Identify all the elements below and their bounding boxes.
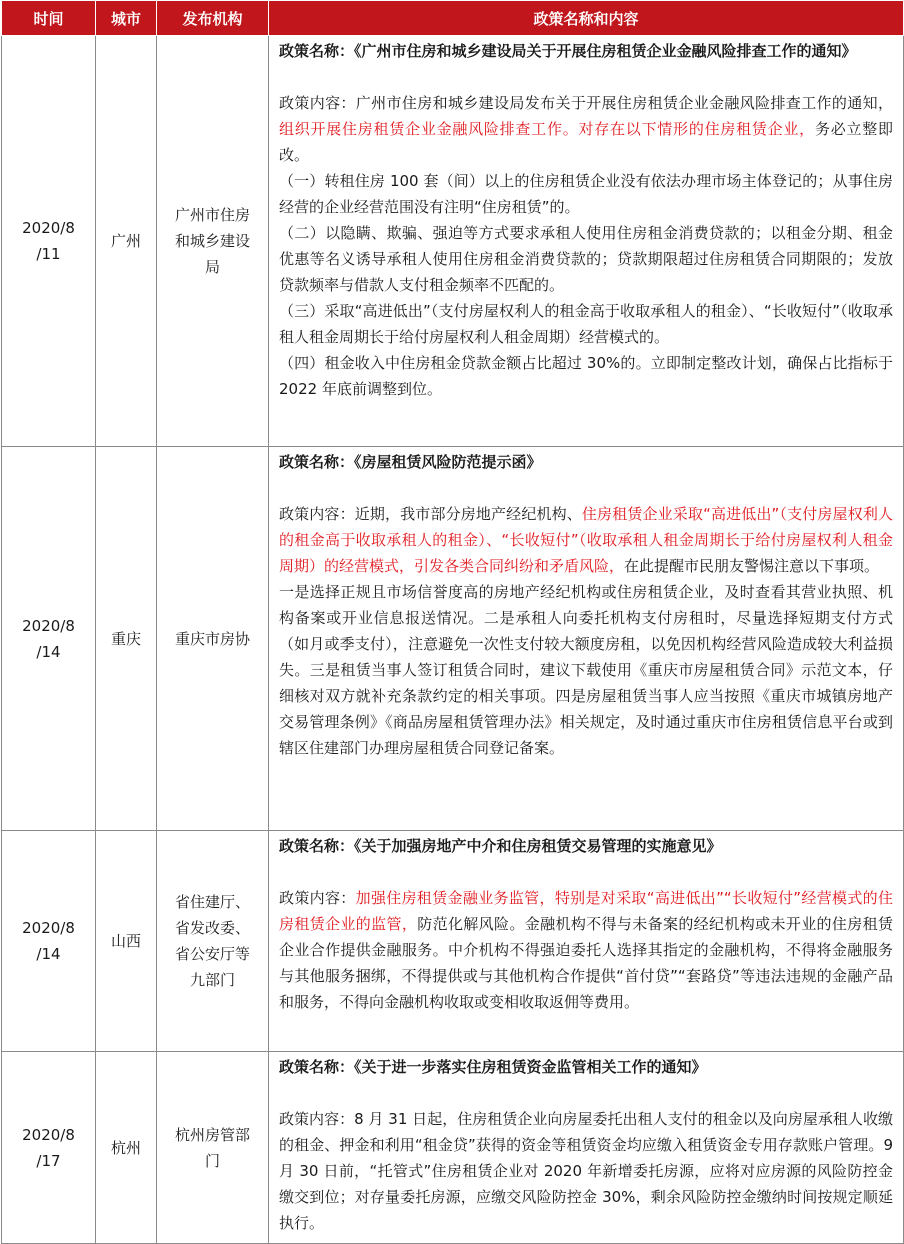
content-highlight: 加强住房租赁金融业务监管，特别是对采取“高进低出”“长收短付”经营模式的住房租赁企业的监管，	[279, 889, 893, 933]
city-cell: 重庆	[96, 447, 157, 831]
policy-name: 政策名称：《房屋租赁风险防范提示函》	[279, 453, 542, 471]
org-line: 和城乡建设	[174, 232, 250, 250]
policy-item: （一）转租住房 100 套（间）以上的住房租赁企业没有依法办理市场主体登记的；从事住房经营的企业经营范围没有注明“住房租赁”的。	[279, 172, 893, 216]
date-line: 2020/8	[22, 919, 75, 937]
policy-content	[279, 885, 893, 1015]
date-cell	[2, 1052, 96, 1244]
content-cell	[269, 1052, 904, 1244]
policy-item: （三）采取“高进低出”（支付房屋权利人的租金高于收取承租人的租金）、“长收短付”（收取承租人租金周期长于给付房屋权利人租金周期）经营模式的。	[279, 302, 893, 346]
header-org: 发布机构	[157, 1, 269, 36]
policy-item: （四）租金收入中住房租金贷款金额占比超过 30%的。立即制定整改计划，确保占比指标于 2022 年底前调整到位。	[279, 354, 893, 398]
org-cell	[157, 1052, 269, 1244]
table-row	[2, 447, 904, 831]
date-line: 2020/8	[22, 616, 75, 635]
org-line: 局	[204, 258, 220, 276]
policy-name: 政策名称：《关于加强房地产中介和住房租赁交易管理的实施意见》	[279, 837, 722, 855]
date-line: 2020/8	[22, 219, 75, 237]
content-cell	[269, 447, 904, 831]
date-line: 2020/8	[22, 1125, 75, 1144]
content-text: 务必立整即改。	[279, 120, 893, 164]
city-cell: 广州	[96, 36, 157, 447]
date-line: /11	[36, 245, 61, 263]
policy-name: 政策名称：《关于进一步落实住房租赁资金监管相关工作的通知》	[279, 1058, 707, 1076]
header-time: 时间	[2, 1, 96, 36]
policy-content	[279, 1106, 893, 1236]
content-text: 政策内容：	[279, 889, 356, 907]
header-content: 政策名称和内容	[269, 1, 904, 36]
policy-table	[1, 0, 904, 1244]
content-text: 防范化解风险。金融机构不得与未备案的经纪机构或未开业的住房租赁企业合作提供金融服务。中介机构不得强迫委托人选择其指定的金融机构，不得将金融服务与其他服务捆绑，不得提供或与其他机构合作提供“首付贷”“套路贷”等违法违规的金融产品和服务，不得向金融机构收取或变相收取返佣等费用。	[279, 915, 893, 1011]
org-line: 九部门	[189, 971, 235, 989]
policy-name: 政策名称：《广州市住房和城乡建设局关于开展住房租赁企业金融风险排查工作的通知》	[279, 42, 857, 60]
table-row	[2, 1052, 904, 1244]
policy-content	[279, 90, 893, 168]
date-cell	[2, 447, 96, 831]
org-line: 杭州房管部	[174, 1125, 250, 1144]
content-cell	[269, 831, 904, 1052]
org-line: 省住建厅、	[174, 893, 250, 911]
date-line: /14	[36, 945, 61, 963]
policy-item: （二）以隐瞒、欺骗、强迫等方式要求承租人使用住房租金消费贷款的；以租金分期、租金优惠等名义诱导承租人使用住房租金消费贷款的；贷款期限超过住房租赁合同期限的；发放贷款频率与借款人支付租金频率不匹配的。	[279, 224, 893, 294]
city-cell: 山西	[96, 831, 157, 1052]
org-line: 重庆市房协	[174, 629, 250, 648]
date-cell	[2, 831, 96, 1052]
org-cell	[157, 447, 269, 831]
org-line: 广州市住房	[174, 206, 250, 224]
content-highlight: 组织开展住房租赁企业金融风险排查工作。对存在以下情形的住房租赁企业，	[279, 120, 815, 138]
content-text: 政策内容：近期，我市部分房地产经纪机构、	[279, 505, 582, 523]
policy-item: 一是选择正规且市场信誉度高的房地产经纪机构或住房租赁企业，及时查看其营业执照、机构备案或开业信息报送情况。二是承租人向委托机构支付房租时，尽量选择短期支付方式（如月或季支付），注意避免一次性支付较大额度房租，以免因机构经营风险造成较大利益损失。三是租赁当事人签订租赁合同时，建议下载使用《重庆市房屋租赁合同》示范文本，仔细核对双方就补充条款约定的相关事项。四是房屋租赁当事人应当按照《重庆市城镇房地产交易管理条例》《商品房屋租赁管理办法》相关规定，及时通过重庆市住房租赁信息平台或到辖区住建部门办理房屋租赁合同登记备案。	[279, 583, 893, 757]
table-header-row	[2, 1, 904, 36]
date-cell	[2, 36, 96, 447]
org-cell	[157, 831, 269, 1052]
date-line: /17	[36, 1151, 61, 1170]
table-row	[2, 831, 904, 1052]
org-line: 门	[204, 1151, 220, 1170]
table-row	[2, 36, 904, 447]
policy-content	[279, 501, 893, 579]
org-line: 省公安厅等	[174, 945, 250, 963]
content-text: 政策内容：广州市住房和城乡建设局发布关于开展住房租赁企业金融风险排查工作的通知，	[279, 94, 893, 112]
date-line: /14	[36, 642, 61, 661]
content-highlight: 住房租赁企业采取“高进低出”（支付房屋权利人的租金高于收取承租人的租金）、“长收短付”（收取承租人租金周期长于给付房屋权利人租金周期）的经营模式，引发各类合同纠纷和矛盾风险，	[279, 505, 893, 575]
city-cell: 杭州	[96, 1052, 157, 1244]
content-text: 在此提醒市民朋友警惕注意以下事项。	[624, 557, 880, 575]
content-text: 政策内容：8 月 31 日起，住房租赁企业向房屋委托出租人支付的租金以及向房屋承租人收缴的租金、押金和利用“租金贷”获得的资金等租赁资金均应缴入租赁资金专用存款账户管理。9 月 30 日前，“托管式”住房租赁企业对 2020 年新增委托房源，应将对应房源的风险防控金缴交到位；对存量委托房源，应缴交风险防控金 30%，剩余风险防控金缴纳时间按规定顺延执行。	[279, 1110, 893, 1232]
org-line: 省发改委、	[174, 919, 250, 937]
header-city: 城市	[96, 1, 157, 36]
content-cell	[269, 36, 904, 447]
org-cell	[157, 36, 269, 447]
